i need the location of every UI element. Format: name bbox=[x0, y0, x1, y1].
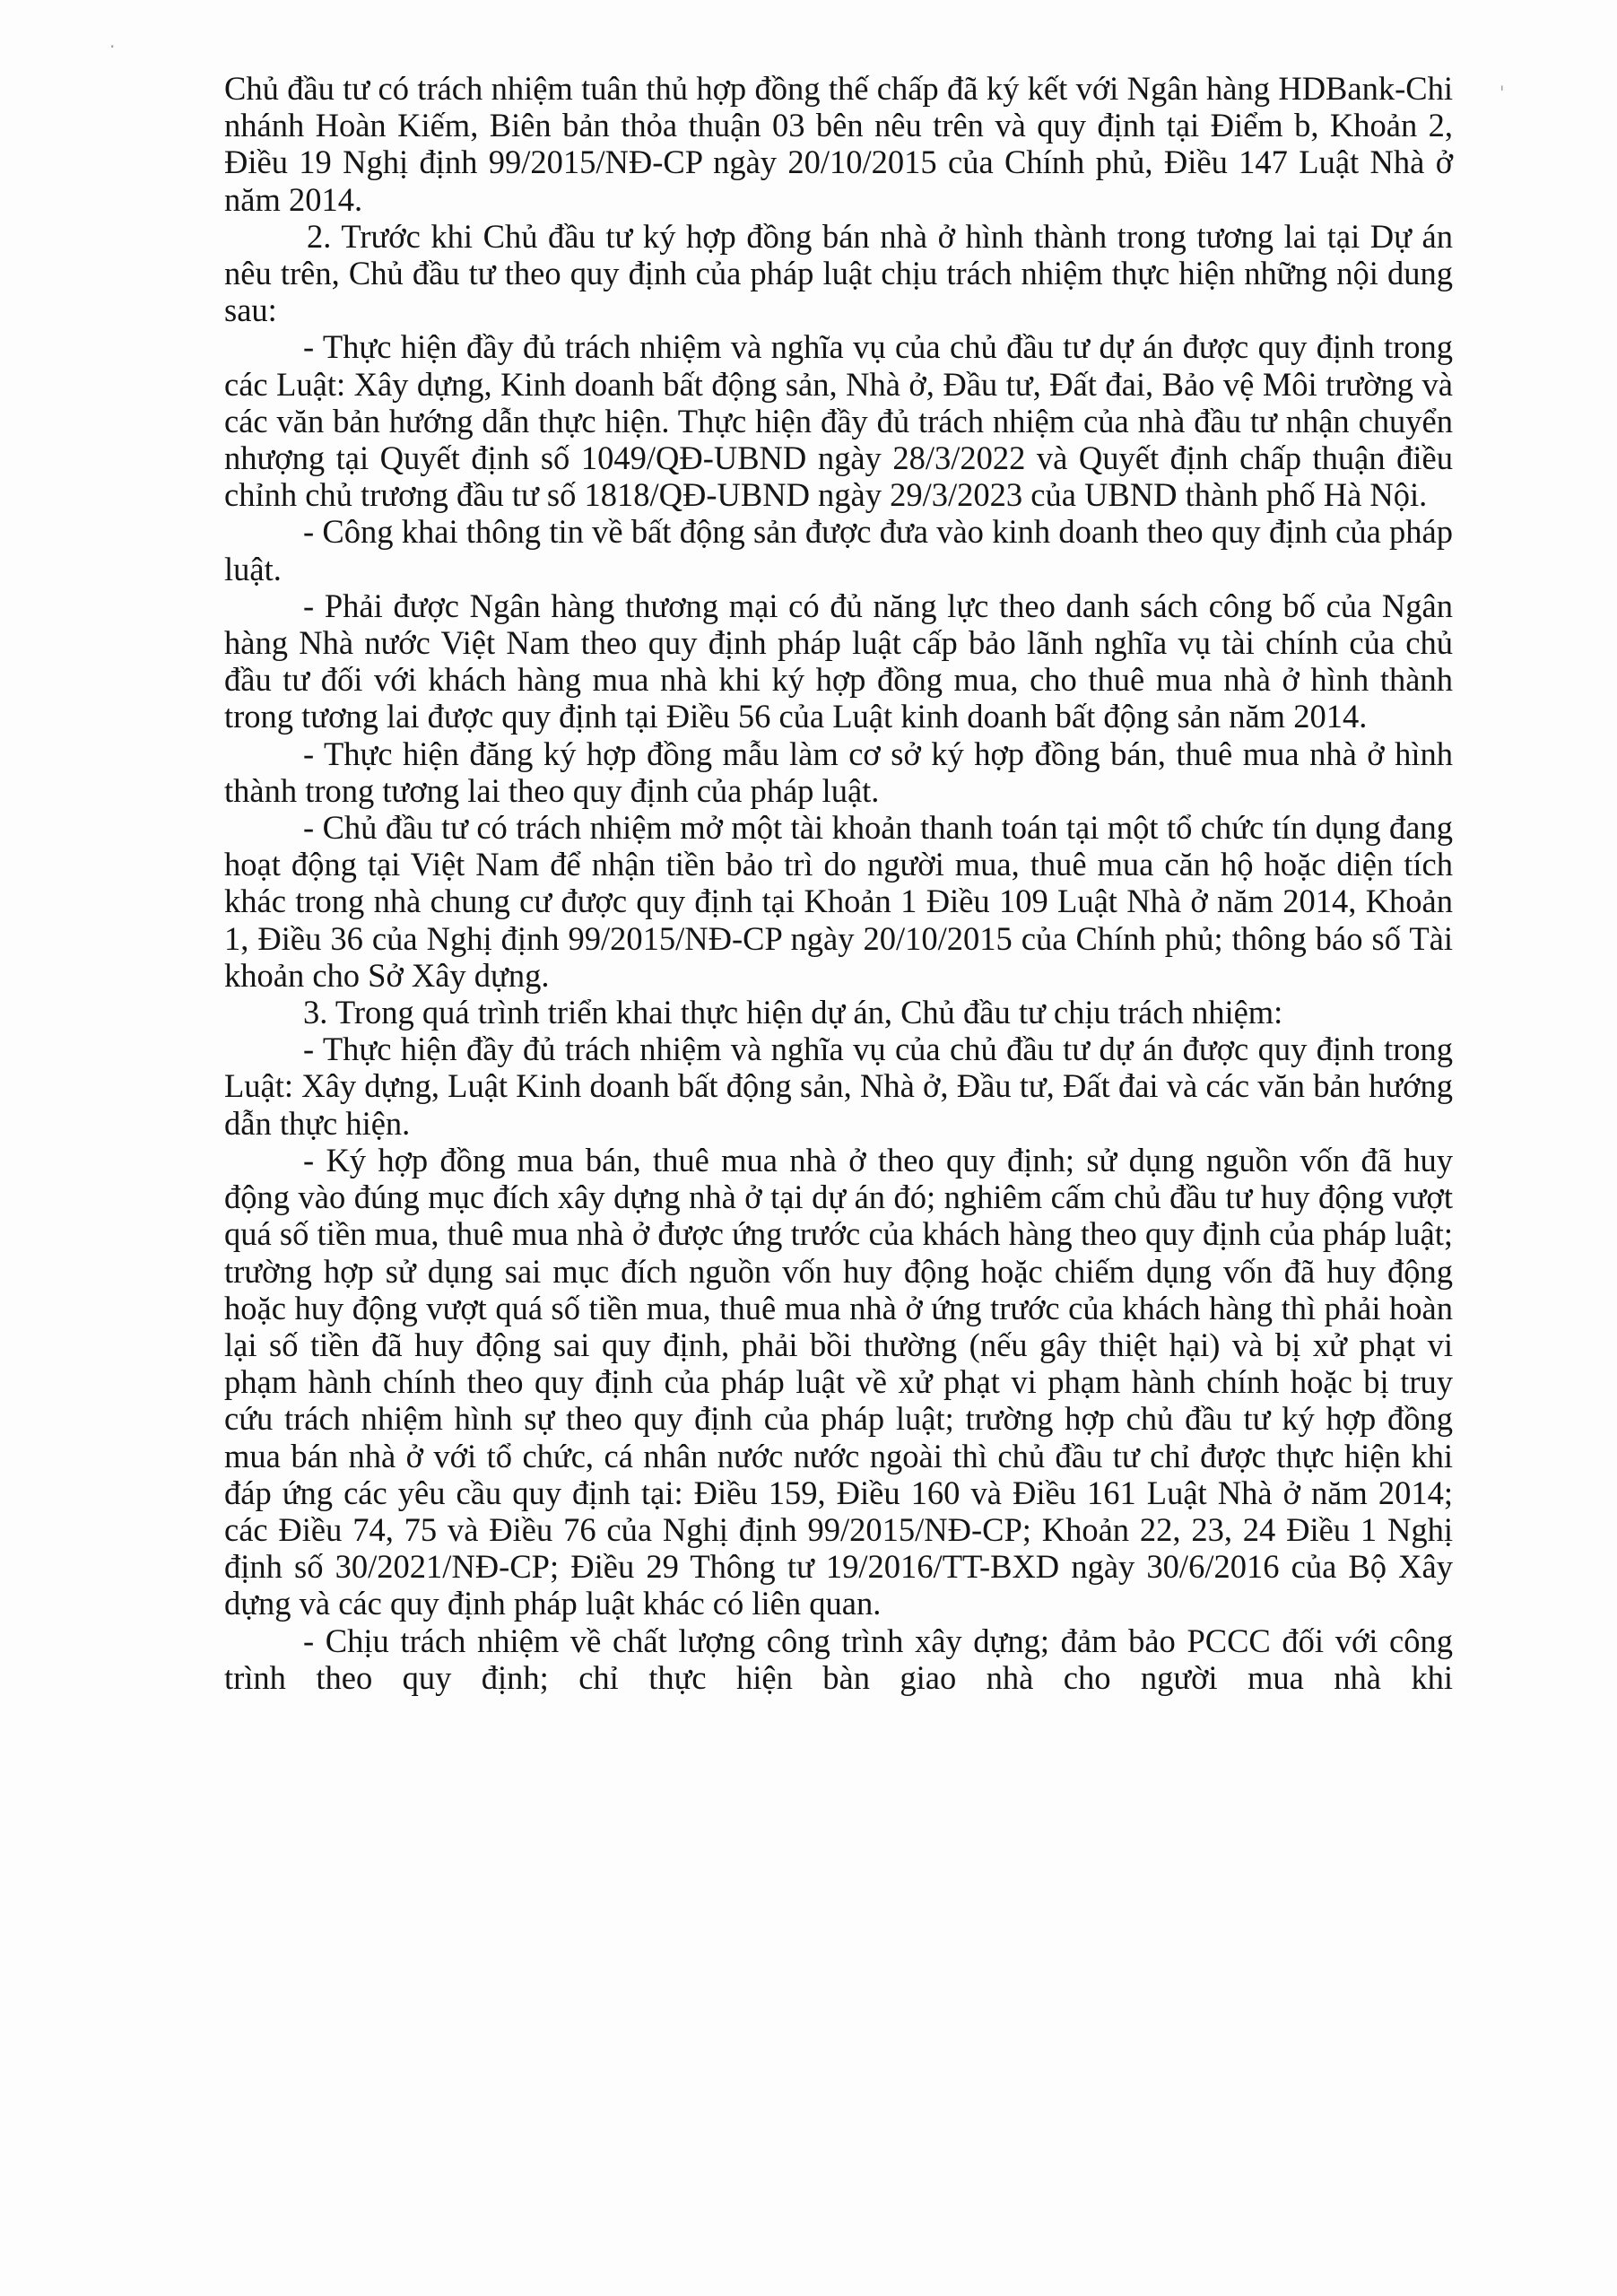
paragraph-bullet-obligations: - Thực hiện đầy đủ trách nhiệm và nghĩa vụ của chủ đầu tư dự án được quy định trong Luật: Xây dựng, Luật Kinh doanh bất động sản, Nhà ở, Đầu tư, Đất đai và các văn bản hướng dẫn thực hiện. bbox=[224, 1031, 1453, 1142]
paragraph-bullet-bank-guarantee: - Phải được Ngân hàng thương mại có đủ năng lực theo danh sách công bố của Ngân hàng Nhà nước Việt Nam theo quy định pháp luật cấp bảo lãnh nghĩa vụ tài chính của chủ đầu tư đối với khách hàng mua nhà khi ký hợp đồng mua, cho thuê mua nhà ở hình thành trong tương lai được quy định tại Điều 56 của Luật kinh doanh bất động sản năm 2014. bbox=[224, 587, 1453, 735]
document-page bbox=[224, 70, 1453, 1696]
scan-speck-top-left: · bbox=[109, 36, 116, 57]
paragraph-bullet-maintenance-account: - Chủ đầu tư có trách nhiệm mở một tài khoản thanh toán tại một tổ chức tín dụng đang hoạt động tại Việt Nam để nhận tiền bảo trì do người mua, thuê mua căn hộ hoặc diện tích khác trong nhà chung cư được quy định tại Khoản 1 Điều 109 Luật Nhà ở năm 2014, Khoản 1, Điều 36 của Nghị định 99/2015/NĐ-CP ngày 20/10/2015 của Chính phủ; thông báo số Tài khoản cho Sở Xây dựng. bbox=[224, 809, 1453, 994]
paragraph-bullet-contract-template: - Thực hiện đăng ký hợp đồng mẫu làm cơ sở ký hợp đồng bán, thuê mua nhà ở hình thành trong tương lai theo quy định của pháp luật. bbox=[224, 735, 1453, 809]
paragraph-bullet-responsibilities: - Thực hiện đầy đủ trách nhiệm và nghĩa vụ của chủ đầu tư dự án được quy định trong các Luật: Xây dựng, Kinh doanh bất động sản, Nhà ở, Đầu tư, Đất đai, Bảo vệ Môi trường và các văn bản hướng dẫn thực hiện. Thực hiện đầy đủ trách nhiệm của nhà đầu tư nhận chuyển nhượng tại Quyết định số 1049/QĐ-UBND ngày 28/3/2022 và Quyết định chấp thuận điều chỉnh chủ trương đầu tư số 1818/QĐ-UBND ngày 29/3/2023 của UBND thành phố Hà Nội. bbox=[224, 328, 1453, 514]
paragraph-bullet-public-info: - Công khai thông tin về bất động sản được đưa vào kinh doanh theo quy định của pháp luật. bbox=[224, 513, 1453, 587]
paragraph-section-3-intro: 3. Trong quá trình triển khai thực hiện dự án, Chủ đầu tư chịu trách nhiệm: bbox=[303, 994, 1283, 1031]
paragraph-bullet-sales-contracts: - Ký hợp đồng mua bán, thuê mua nhà ở theo quy định; sử dụng nguồn vốn đã huy động vào đúng mục đích xây dựng nhà ở tại dự án đó; nghiêm cấm chủ đầu tư huy động vượt quá số tiền mua, thuê mua nhà ở được ứng trước của khách hàng theo quy định của pháp luật; trường hợp sử dụng sai mục đích nguồn vốn huy động hoặc chiếm dụng vốn đã huy động hoặc huy động vượt quá số tiền mua, thuê mua nhà ở ứng trước của khách hàng thì phải hoàn lại số tiền đã huy động sai quy định, phải bồi thường (nếu gây thiệt hại) và bị xử phạt vi phạm hành chính theo quy định của pháp luật về xử phạt vi phạm hành chính hoặc bị truy cứu trách nhiệm hình sự theo quy định của pháp luật; trường hợp chủ đầu tư ký hợp đồng mua bán nhà ở với tổ chức, cá nhân nước nước ngoài thì chủ đầu tư chỉ được thực hiện khi đáp ứng các yêu cầu quy định tại: Điều 159, Điều 160 và Điều 161 Luật Nhà ở năm 2014; các Điều 74, 75 và Điều 76 của Nghị định 99/2015/NĐ-CP; Khoản 22, 23, 24 Điều 1 Nghị định số 30/2021/NĐ-CP; Điều 29 Thông tư 19/2016/TT-BXD ngày 30/6/2016 của Bộ Xây dựng và các quy định pháp luật khác có liên quan. bbox=[224, 1141, 1453, 1622]
paragraph-section-2-intro: 2. Trước khi Chủ đầu tư ký hợp đồng bán nhà ở hình thành trong tương lai tại Dự án nêu trên, Chủ đầu tư theo quy định của pháp luật chịu trách nhiệm thực hiện những nội dung sau: bbox=[224, 217, 1453, 329]
paragraph-mortgage-compliance: Chủ đầu tư có trách nhiệm tuân thủ hợp đồng thế chấp đã ký kết với Ngân hàng HDBank-Chi nhánh Hoàn Kiếm, Biên bản thỏa thuận 03 bên nêu trên và quy định tại Điểm b, Khoản 2, Điều 19 Nghị định 99/2015/NĐ-CP ngày 20/10/2015 của Chính phủ, Điều 147 Luật Nhà ở năm 2014. bbox=[224, 70, 1453, 218]
scan-speck-top-right: ˈ bbox=[1500, 83, 1505, 104]
paragraph-bullet-quality-pccc: - Chịu trách nhiệm về chất lượng công trình xây dựng; đảm bảo PCCC đối với công trình theo quy định; chỉ thực hiện bàn giao nhà cho người mua nhà khi bbox=[224, 1622, 1453, 1696]
